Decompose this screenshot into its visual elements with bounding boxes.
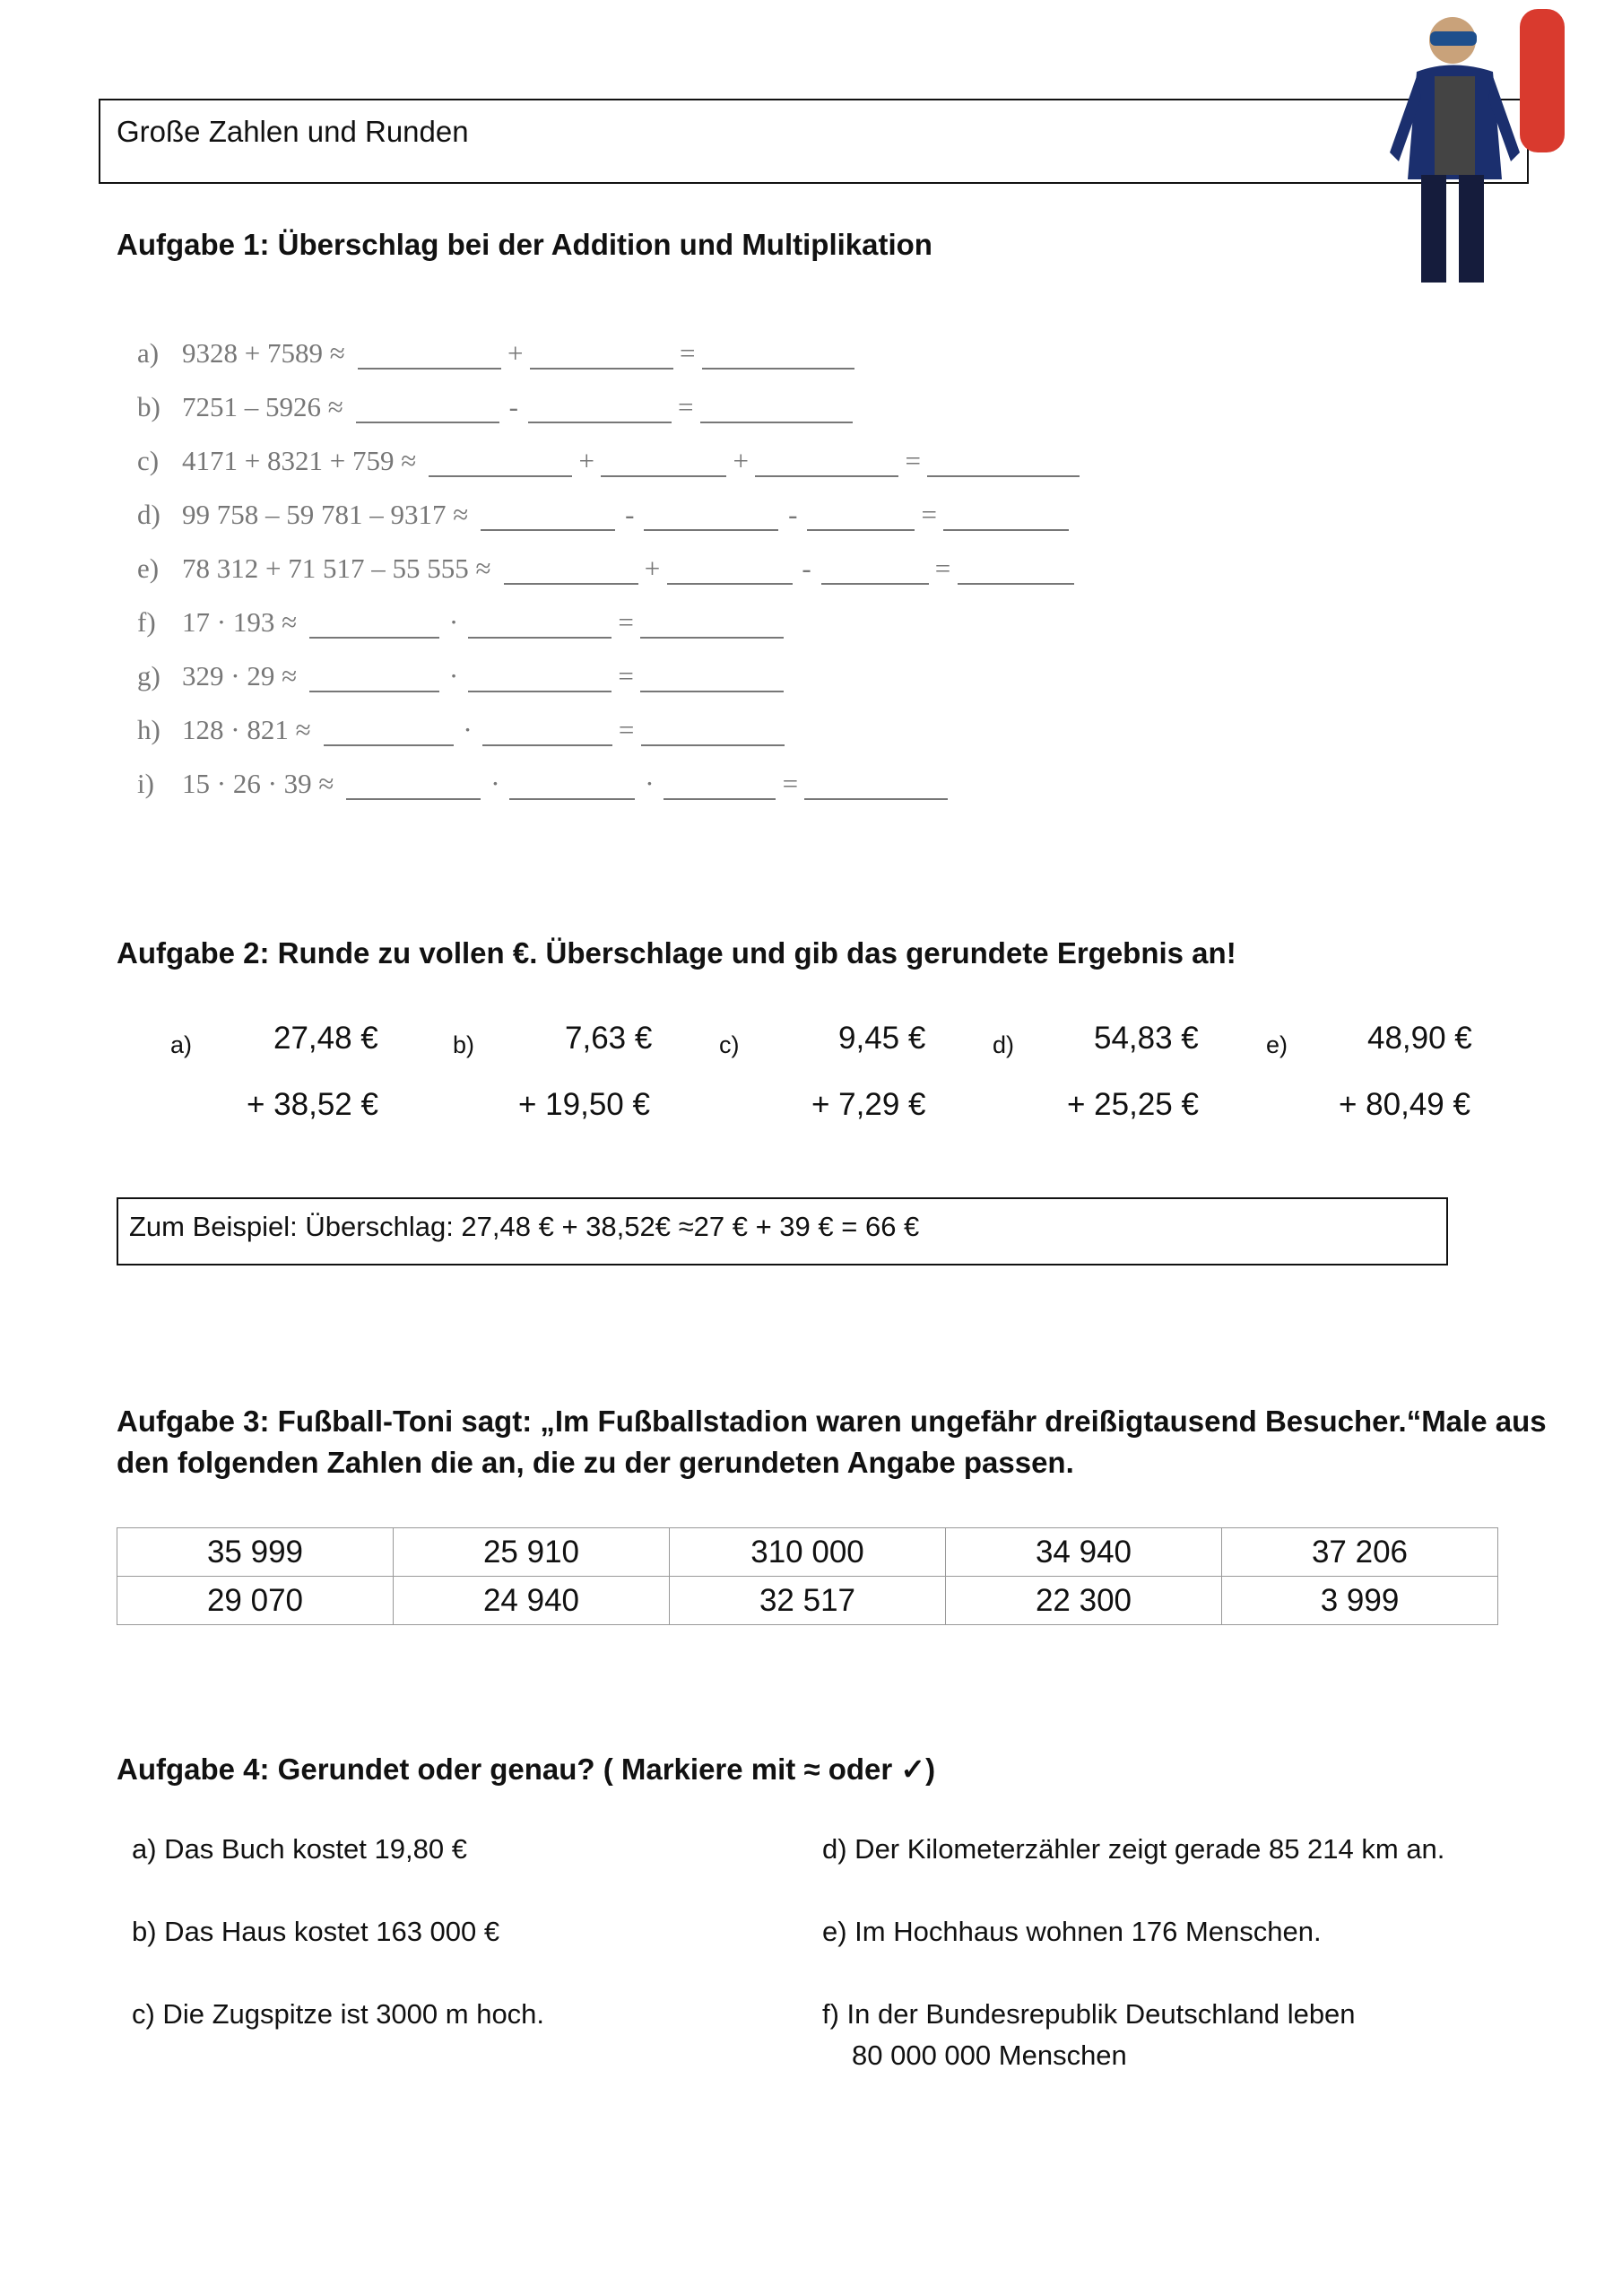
operator: -	[788, 499, 798, 530]
answer-blank[interactable]	[644, 502, 778, 531]
statement-a: a) Das Buch kostet 19,80 €	[132, 1833, 467, 1865]
exercise-expression: 7251 – 5926 ≈	[182, 391, 343, 422]
exercise-label: i)	[137, 768, 154, 799]
answer-blank[interactable]	[346, 771, 481, 800]
exercise-row	[137, 552, 1080, 585]
operator: -	[625, 499, 635, 530]
answer-blank[interactable]	[481, 502, 615, 531]
statement-f: f) In der Bundesrepublik Deutschland leben	[822, 1998, 1356, 2030]
exercise-row	[137, 337, 860, 370]
item-top-value: 54,83 €	[1094, 1021, 1199, 1056]
number-cell[interactable]: 25 910	[394, 1528, 670, 1577]
operator: ·	[448, 660, 459, 691]
exercise-row	[137, 606, 789, 639]
exercise-expression: 99 758 – 59 781 – 9317 ≈	[182, 499, 469, 530]
operator: ·	[645, 768, 655, 799]
exercise-label: f)	[137, 606, 156, 638]
answer-blank[interactable]	[429, 448, 572, 477]
item-label: b)	[453, 1031, 475, 1058]
item-bottom-value: + 7,29 €	[811, 1087, 926, 1122]
table-row	[117, 1528, 1498, 1577]
exercise-label: a)	[137, 337, 160, 369]
operator: =	[680, 337, 696, 369]
answer-blank[interactable]	[358, 341, 501, 370]
exercise-row	[137, 391, 858, 423]
exercise-expression: 9328 + 7589 ≈	[182, 337, 345, 369]
answer-blank[interactable]	[324, 718, 454, 746]
example-text: Zum Beispiel: Überschlag: 27,48 € + 38,52€ ≈27 € + 39 € = 66 €	[129, 1211, 920, 1242]
answer-blank[interactable]	[927, 448, 1080, 477]
exercise-row	[137, 714, 790, 746]
page-title: Große Zahlen und Runden	[117, 115, 469, 148]
operator: =	[934, 552, 951, 584]
answer-blank[interactable]	[667, 556, 793, 585]
number-cell[interactable]: 22 300	[946, 1577, 1222, 1625]
operator: =	[618, 660, 634, 691]
answer-blank[interactable]	[958, 556, 1074, 585]
answer-blank[interactable]	[943, 502, 1069, 531]
answer-blank[interactable]	[700, 395, 853, 423]
exercise-row	[137, 768, 953, 800]
title-box	[99, 99, 1529, 184]
example-box	[117, 1197, 1448, 1265]
operator: +	[507, 337, 524, 369]
exercise-label: b)	[137, 391, 160, 422]
answer-blank[interactable]	[309, 664, 439, 692]
item-top-value: 27,48 €	[273, 1021, 378, 1056]
answer-blank[interactable]	[468, 664, 612, 692]
answer-blank[interactable]	[468, 610, 612, 639]
operator: -	[802, 552, 811, 584]
statement-c: c) Die Zugspitze ist 3000 m hoch.	[132, 1998, 545, 2030]
table-row	[117, 1577, 1498, 1625]
answer-blank[interactable]	[804, 771, 948, 800]
operator: +	[578, 445, 594, 476]
item-top-value: 7,63 €	[565, 1021, 653, 1056]
exercise-expression: 4171 + 8321 + 759 ≈	[182, 445, 417, 476]
number-cell[interactable]: 32 517	[670, 1577, 946, 1625]
answer-blank[interactable]	[356, 395, 499, 423]
item-top-value: 48,90 €	[1367, 1021, 1472, 1056]
exercise-label: g)	[137, 660, 160, 691]
operator: ·	[448, 606, 459, 638]
aufgabe2-heading: Aufgabe 2: Runde zu vollen €. Überschlage und gib das gerundete Ergebnis an!	[117, 936, 1236, 970]
exercise-row	[137, 660, 789, 692]
aufgabe1-heading: Aufgabe 1: Überschlag bei der Addition und Multiplikation	[117, 228, 932, 261]
number-cell[interactable]: 29 070	[117, 1577, 394, 1625]
statement-d: d) Der Kilometerzähler zeigt gerade 85 214 km an.	[822, 1833, 1445, 1865]
answer-blank[interactable]	[309, 610, 439, 639]
operator: =	[921, 499, 937, 530]
exercise-row	[137, 499, 1074, 531]
exercise-label: e)	[137, 552, 160, 584]
exercise-expression: 329 · 29 ≈	[182, 660, 298, 691]
number-cell[interactable]: 3 999	[1222, 1577, 1498, 1625]
number-cell[interactable]: 35 999	[117, 1528, 394, 1577]
exercise-row	[137, 445, 1085, 477]
aufgabe3-heading-line1: Aufgabe 3: Fußball-Toni sagt: „Im Fußballstadion waren ungefähr dreißigtausend Besucher.“Male aus	[117, 1405, 1547, 1438]
exercise-label: d)	[137, 499, 160, 530]
item-bottom-value: + 25,25 €	[1067, 1087, 1199, 1122]
item-bottom-value: + 80,49 €	[1339, 1087, 1470, 1122]
item-label: e)	[1266, 1031, 1288, 1058]
answer-blank[interactable]	[482, 718, 612, 746]
item-label: d)	[993, 1031, 1015, 1058]
statement-f-continued: 80 000 000 Menschen	[852, 2039, 1127, 2071]
operator: +	[733, 445, 749, 476]
number-cell[interactable]: 24 940	[394, 1577, 670, 1625]
aufgabe3-heading	[117, 1401, 1547, 1483]
number-table	[117, 1527, 1498, 1625]
number-cell[interactable]: 34 940	[946, 1528, 1222, 1577]
number-cell[interactable]: 37 206	[1222, 1528, 1498, 1577]
operator: ·	[490, 768, 500, 799]
exercise-expression: 128 · 821 ≈	[182, 714, 311, 745]
answer-blank[interactable]	[640, 610, 784, 639]
operator: =	[782, 768, 799, 799]
number-cell[interactable]: 310 000	[670, 1528, 946, 1577]
operator: =	[618, 714, 635, 745]
answer-blank[interactable]	[702, 341, 854, 370]
diver-figure-icon	[1367, 0, 1565, 296]
statement-e: e) Im Hochhaus wohnen 176 Menschen.	[822, 1916, 1322, 1947]
answer-blank[interactable]	[528, 395, 672, 423]
aufgabe3-heading-line2: den folgenden Zahlen die an, die zu der gerundeten Angabe passen.	[117, 1446, 1074, 1479]
operator: =	[678, 391, 694, 422]
answer-blank[interactable]	[821, 556, 929, 585]
item-top-value: 9,45 €	[838, 1021, 926, 1056]
answer-blank[interactable]	[504, 556, 638, 585]
exercise-expression: 17 · 193 ≈	[182, 606, 298, 638]
operator: ·	[463, 714, 473, 745]
exercise-label: h)	[137, 714, 160, 745]
aufgabe4-heading: Aufgabe 4: Gerundet oder genau? ( Markiere mit ≈ oder ✓)	[117, 1752, 936, 1786]
item-bottom-value: + 38,52 €	[247, 1087, 378, 1122]
statement-b: b) Das Haus kostet 163 000 €	[132, 1916, 500, 1947]
answer-blank[interactable]	[509, 771, 635, 800]
exercise-label: c)	[137, 445, 160, 476]
exercise-expression: 15 · 26 · 39 ≈	[182, 768, 334, 799]
item-label: c)	[719, 1031, 740, 1058]
exercise-expression: 78 312 + 71 517 – 55 555 ≈	[182, 552, 491, 584]
answer-blank[interactable]	[640, 664, 784, 692]
item-bottom-value: + 19,50 €	[518, 1087, 650, 1122]
operator: +	[644, 552, 661, 584]
answer-blank[interactable]	[807, 502, 915, 531]
answer-blank[interactable]	[664, 771, 776, 800]
answer-blank[interactable]	[530, 341, 673, 370]
answer-blank[interactable]	[641, 718, 785, 746]
operator: =	[618, 606, 634, 638]
answer-blank[interactable]	[755, 448, 898, 477]
item-label: a)	[170, 1031, 193, 1058]
answer-blank[interactable]	[601, 448, 726, 477]
operator: =	[905, 445, 921, 476]
operator: -	[508, 391, 518, 422]
